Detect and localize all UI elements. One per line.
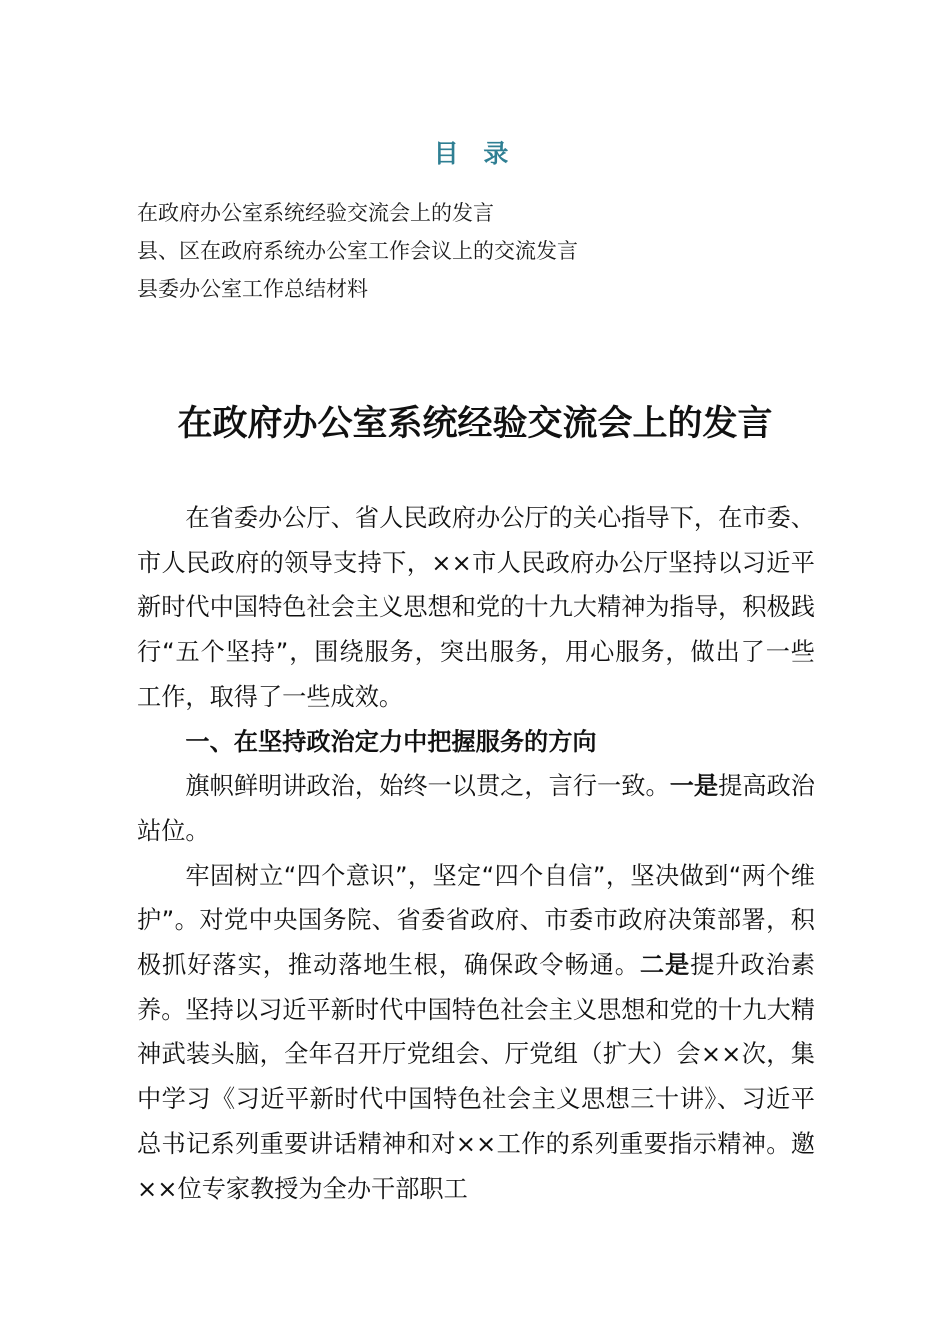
- paragraph-text: 提升政治素养。坚持以习近平新时代中国特色社会主义思想和党的十九大精神武装头脑，全年召开厅党组会、厅党组（扩大）会××次，集中学习《习近平新时代中国特色社会主义思想三十讲》、习近平总书记系列重要讲话精神和对××工作的系列重要指示精神。邀××位专家教授为全办干部职工: [137, 951, 815, 1203]
- point-marker-second: 二是: [639, 951, 691, 980]
- paragraph-awareness: [137, 854, 815, 1212]
- document-body: [137, 496, 815, 1211]
- toc-title: 目 录: [433, 139, 517, 168]
- section-heading: 一、在坚持政治定力中把握服务的方向: [185, 727, 597, 756]
- paragraph-politics: [137, 764, 815, 853]
- paragraph-text: 牢固树立“四个意识”，坚定“四个自信”，坚决做到“两个维护”。对党中央国务院、省委省政府、市委市政府决策部署，积极抓好落实，推动落地生根，确保政令畅通。: [137, 861, 815, 980]
- paragraph-intro: 在省委办公厅、省人民政府办公厅的关心指导下，在市委、市人民政府的领导支持下，××市人民政府办公厅坚持以习近平新时代中国特色社会主义思想和党的十九大精神为指导，积极践行“五个坚持”，围绕服务，突出服务，用心服务，做出了一些工作，取得了一些成效。: [137, 504, 815, 711]
- toc-item[interactable]: 县委办公室工作总结材料: [137, 277, 368, 301]
- paragraph-text: 旗帜鲜明讲政治，始终一以贯之，言行一致。: [185, 772, 670, 801]
- toc-item[interactable]: 县、区在政府系统办公室工作会议上的交流发言: [137, 239, 578, 263]
- paragraph-text: 提高政治站位。: [137, 772, 815, 845]
- toc-list: [137, 194, 837, 308]
- document-title: 在政府办公室系统经验交流会上的发言: [177, 404, 773, 444]
- toc-item[interactable]: 在政府办公室系统经验交流会上的发言: [137, 201, 494, 225]
- point-marker-first: 一是: [669, 772, 719, 801]
